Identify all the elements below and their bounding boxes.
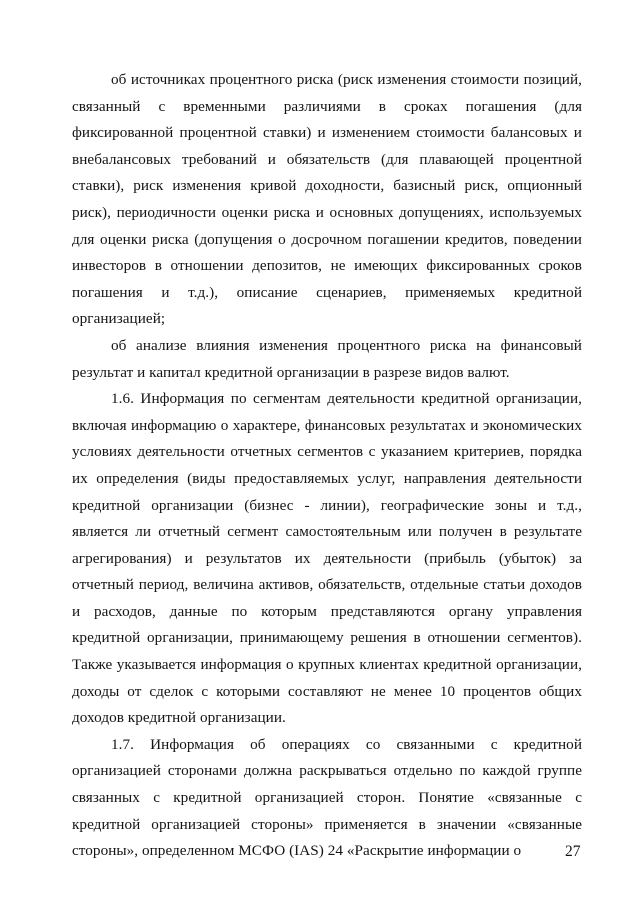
page-number: 27 bbox=[565, 843, 581, 860]
paragraph-interest-risk-analysis: об анализе влияния изменения процентного риска на финансовый результат и капитал кредитной организации в разрезе видов валют. bbox=[72, 336, 582, 381]
paragraph-section-1-6: 1.6. Информация по сегментам деятельности кредитной организации, включая информацию о характере, финансовых результатах и экономических условиях деятельности отчетных сегментов с указанием критериев, порядка их определения (виды предоставляемых услуг, направления деятельности кредитной организации (бизнес - линии), географические зоны и т.д., является ли отчетный сегмент самостоятельным или получен в результате агрегирования) и результатов их деятельности (прибыль (убыток) за отчетный период, величина активов, обязательств, отдельные статьи доходов и расходов, данные по которым представляются органу управления кредитной организации, принимающему решения в отношении сегментов). Также указывается информация о крупных клиентах кредитной организации, доходы от сделок с которыми составляют не менее 10 процентов общих доходов кредитной организации. bbox=[72, 390, 582, 727]
body-text bbox=[72, 67, 582, 865]
paragraph-section-1-7: 1.7. Информация об операциях со связанными с кредитной организацией сторонами должна раскрываться отдельно по каждой группе связанных с кредитной организацией сторон. Понятие «связанные с кредитной организацией стороны» применяется в значении «связанные стороны», определенном МСФО (IAS) 24 «Раскрытие информации о bbox=[72, 735, 582, 860]
paragraph-interest-risk-sources: об источниках процентного риска (риск изменения стоимости позиций, связанный с временными различиями в сроках погашения (для фиксированной процентной ставки) и изменением стоимости балансовых и внебалансовых требований и обязательств (для плавающей процентной ставки), риск изменения кривой доходности, базисный риск, опционный риск), периодичности оценки риска и основных допущениях, используемых для оценки риска (допущения о досрочном погашении кредитов, поведении инвесторов в отношении депозитов, не имеющих фиксированных сроков погашения и т.д.), описание сценариев, применяемых кредитной организацией; bbox=[72, 71, 582, 328]
